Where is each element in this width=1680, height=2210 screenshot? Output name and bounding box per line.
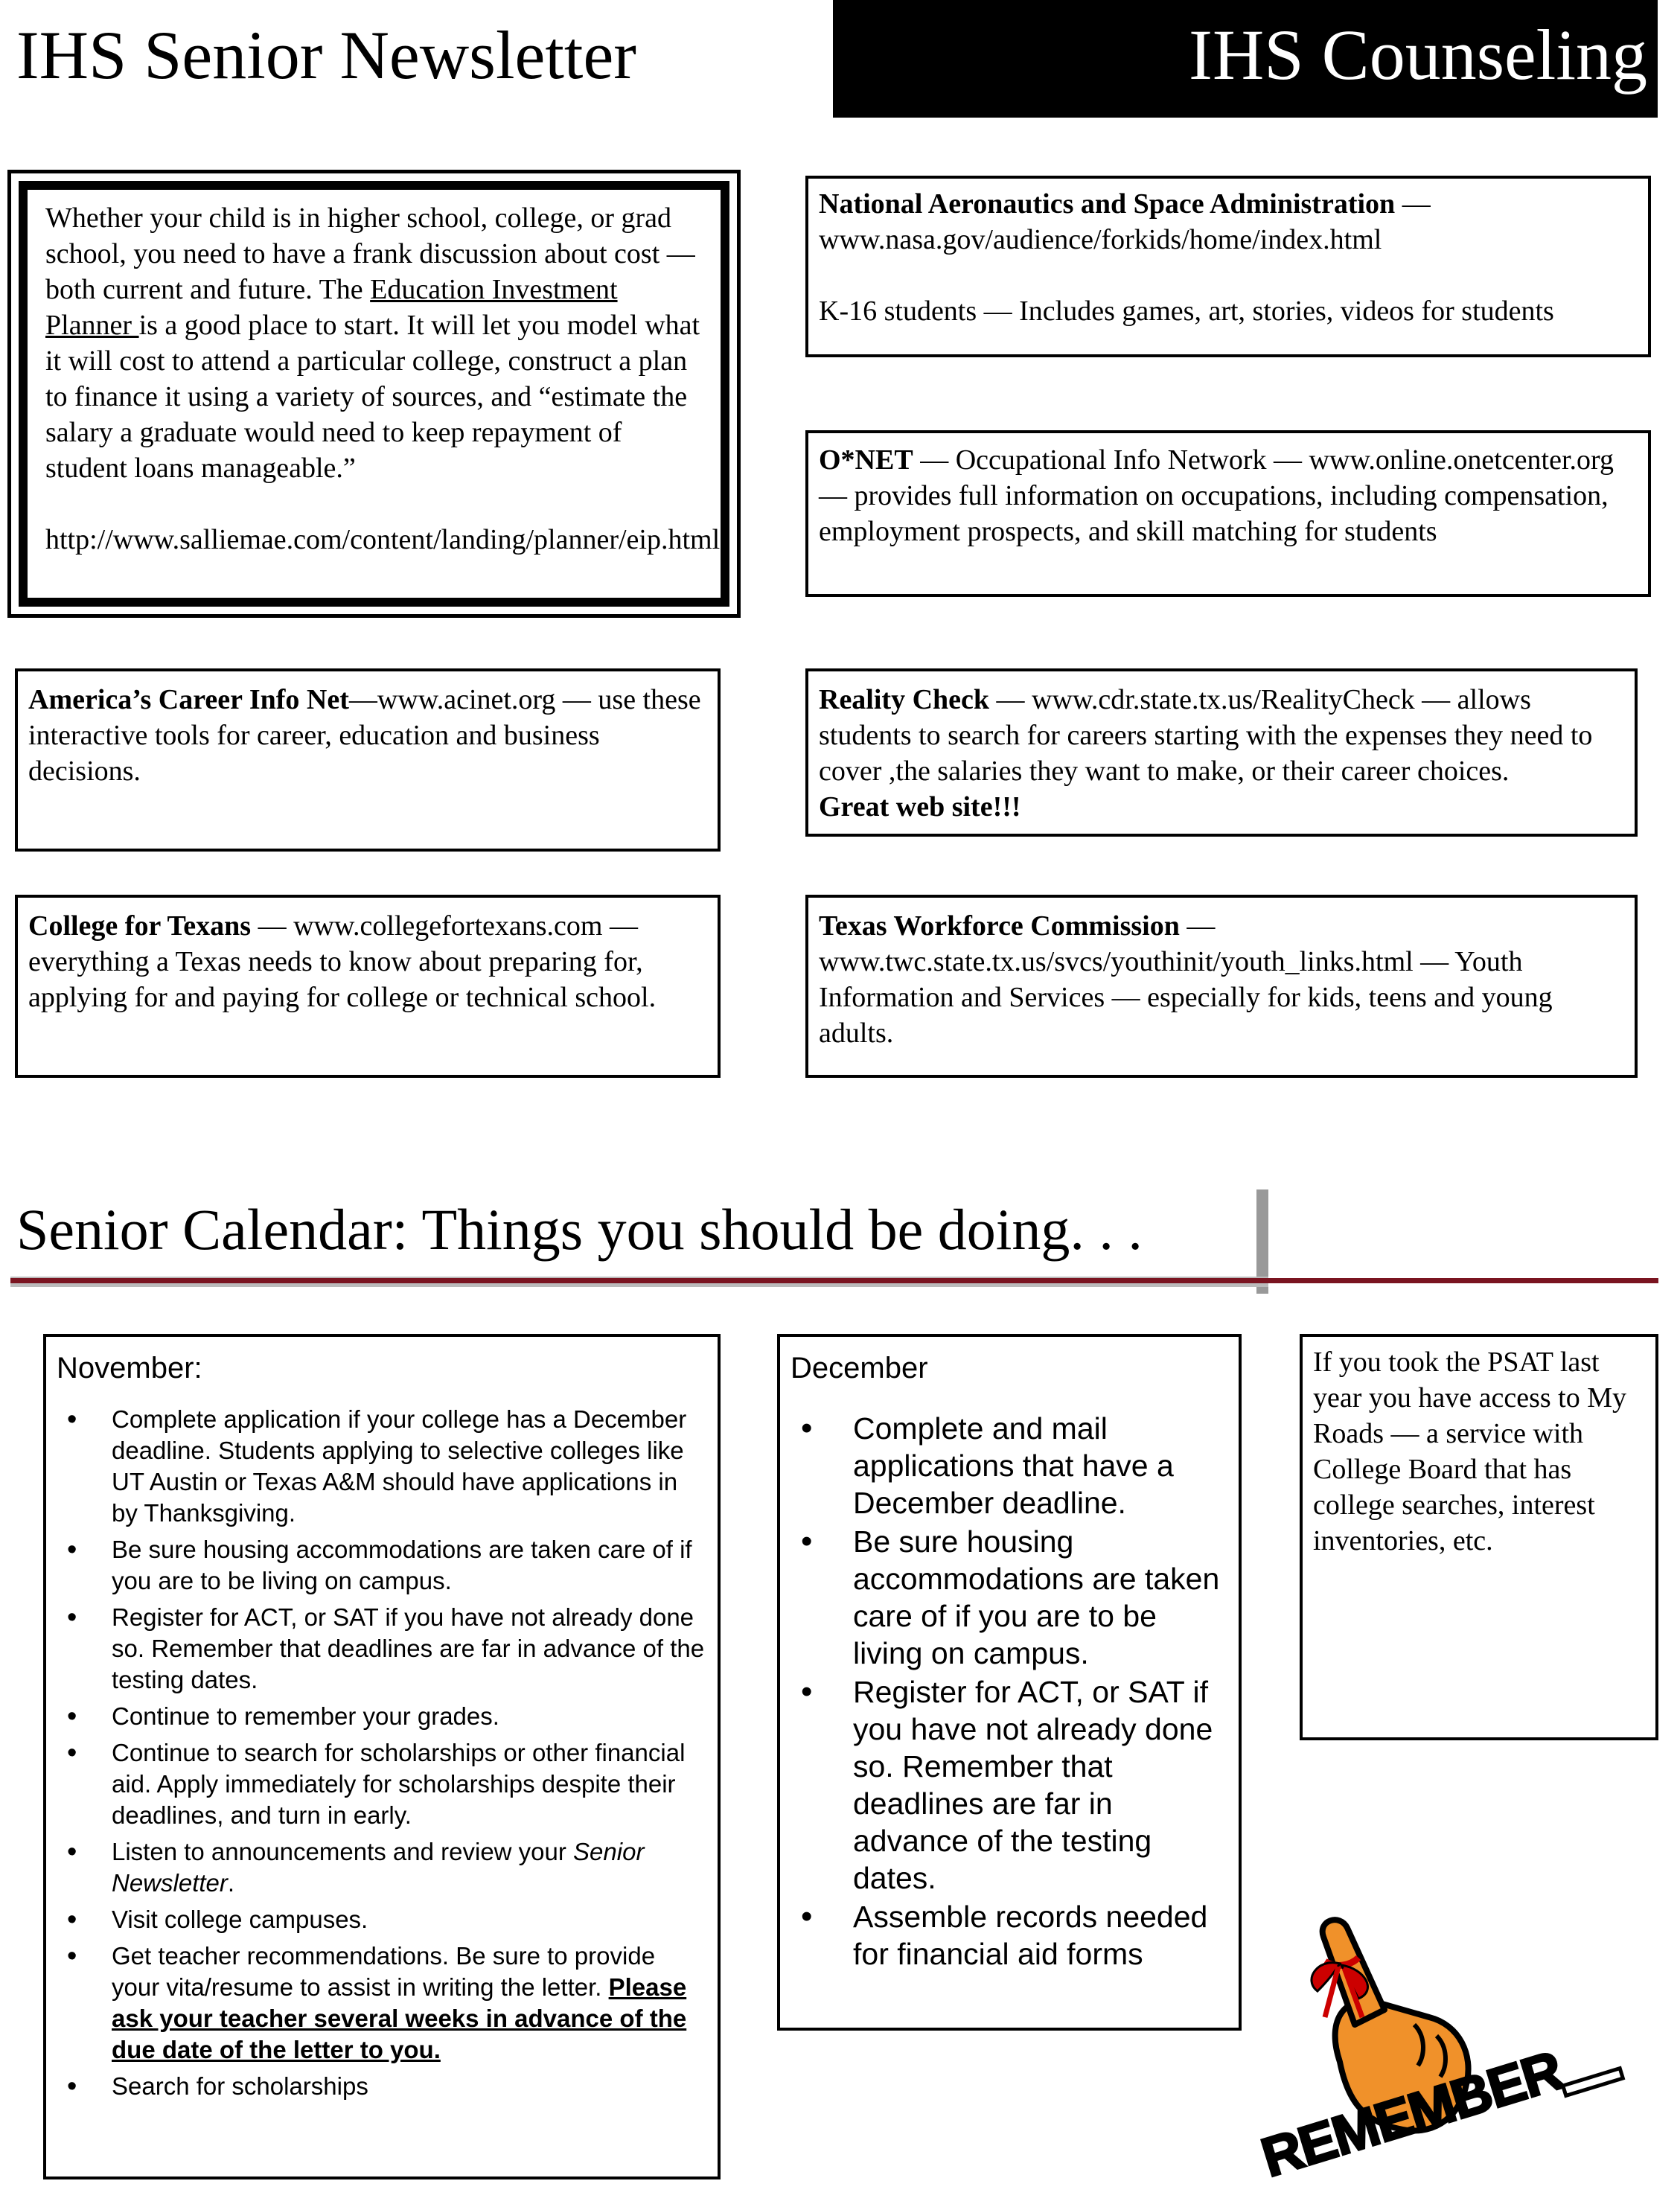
list-item: • Assemble records needed for financial aid forms bbox=[791, 1898, 1230, 1973]
list-item: • Complete application if your college has a December deadline. Students applying to selective colleges like UT Austin or Texas A&M should have applications in by Thanksgiving. bbox=[57, 1404, 709, 1529]
planner-url[interactable]: http://www.salliemae.com/content/landing/planner/eip.html bbox=[45, 524, 721, 555]
calendar-title-rule bbox=[10, 1278, 1658, 1283]
teacher-rec-text: Get teacher recommendations. Be sure to provide your vita/resume to assist in writing the letter. bbox=[112, 1942, 656, 2001]
list-item: • Visit college campuses. bbox=[57, 1904, 709, 1935]
list-item: • Continue to remember your grades. bbox=[57, 1701, 709, 1732]
onet-name: O*NET bbox=[819, 444, 913, 476]
december-heading: December bbox=[791, 1352, 928, 1385]
list-item bbox=[57, 1836, 709, 1899]
twc-name: Texas Workforce Commission bbox=[819, 910, 1180, 942]
teacher-rec-warning: Please ask your teacher several weeks in advance of the due date of the letter to you. bbox=[112, 1973, 687, 2063]
onet-box bbox=[805, 430, 1651, 597]
college-for-texans-text: — www.collegefortexans.com — everything a Texas needs to know about preparing for, applying for and paying for college or technical school. bbox=[28, 910, 657, 1013]
acinet-box bbox=[15, 668, 721, 852]
reality-check-text: — www.cdr.state.tx.us/RealityCheck — allows students to search for careers starting with the expenses they need to cover ,the salaries they want to make, or their career choices. bbox=[819, 684, 1600, 787]
remember-graphic bbox=[1236, 1906, 1667, 2203]
reality-check-name: Reality Check bbox=[819, 684, 990, 715]
planner-intro: Whether your child is in higher school, college, or grad school, you need to have a frank discussion about cost — both current and future. The bbox=[45, 202, 695, 305]
calendar-title: Senior Calendar: Things you should be doing. . . bbox=[16, 1197, 1143, 1262]
list-item: • Register for ACT, or SAT if you have not already done so. Remember that deadlines are far in advance of the testing dates. bbox=[57, 1602, 709, 1696]
nasa-box bbox=[805, 176, 1651, 357]
november-heading: November: bbox=[57, 1352, 202, 1385]
november-list bbox=[57, 1404, 709, 2102]
education-planner-box bbox=[7, 170, 741, 618]
list-item: • Register for ACT, or SAT if you have not already done so. Remember that deadlines are far in advance of the testing dates. bbox=[791, 1673, 1230, 1897]
onet-text: — Occupational Info Network — www.online.onetcenter.org — provides full information on occupations, including compensation, employment prospects, and skill matching for students bbox=[819, 444, 1614, 547]
listen-text: Listen to announcements and review your bbox=[112, 1838, 574, 1865]
college-for-texans-box bbox=[15, 895, 721, 1078]
pointing-finger-icon bbox=[1236, 1906, 1667, 2203]
list-item: • Be sure housing accommodations are taken care of if you are to be living on campus. bbox=[791, 1523, 1230, 1672]
psat-note: If you took the PSAT last year you have access to My Roads — a service with College Board that has college searches, interest inventories, etc. bbox=[1313, 1347, 1627, 1556]
twc-box bbox=[805, 895, 1638, 1078]
list-item: • Complete and mail applications that have a December deadline. bbox=[791, 1410, 1230, 1521]
reality-check-box bbox=[805, 668, 1638, 837]
december-box bbox=[777, 1334, 1242, 2031]
list-item: • Search for scholarships bbox=[57, 2071, 709, 2102]
reality-check-emphasis: Great web site!!! bbox=[819, 791, 1021, 823]
newsletter-title: IHS Senior Newsletter bbox=[16, 17, 636, 93]
list-item: • Be sure housing accommodations are taken care of if you are to be living on campus. bbox=[57, 1534, 709, 1597]
education-planner-link[interactable]: Education Investment Planner bbox=[45, 274, 618, 341]
psat-note-box bbox=[1300, 1334, 1658, 1740]
december-list bbox=[791, 1410, 1230, 1973]
acinet-name: America’s Career Info Net bbox=[28, 684, 349, 715]
acinet-text: —www.acinet.org — use these interactive tools for career, education and business decisions. bbox=[28, 684, 701, 787]
listen-period: . bbox=[227, 1869, 235, 1897]
counseling-banner bbox=[833, 0, 1658, 118]
planner-description: is a good place to start. It will let you model what it will cost to attend a particular college, construct a plan to finance it using a variety of sources, and “estimate the salary a graduate would need to keep repayment of student loans manageable.” bbox=[45, 310, 700, 484]
nasa-url[interactable]: — www.nasa.gov/audience/forkids/home/index.html bbox=[819, 188, 1431, 255]
college-for-texans-name: College for Texans bbox=[28, 910, 252, 942]
education-planner-text bbox=[45, 200, 709, 486]
list-item: • Continue to search for scholarships or other financial aid. Apply immediately for scholarships despite their deadlines, and turn in early. bbox=[57, 1737, 709, 1831]
list-item bbox=[57, 1941, 709, 2066]
nasa-name: National Aeronautics and Space Administration bbox=[819, 188, 1396, 220]
remember-text: REMEMBER bbox=[1254, 2039, 1569, 2189]
senior-newsletter-ref: Senior Newsletter bbox=[112, 1838, 645, 1897]
banner-title: IHS Counseling bbox=[1188, 15, 1647, 95]
twc-text: — www.twc.state.tx.us/svcs/youthinit/youth_links.html — Youth Information and Services — especially for kids, teens and young adults. bbox=[819, 910, 1553, 1049]
nasa-detail: K-16 students — Includes games, art, stories, videos for students bbox=[819, 296, 1554, 327]
november-box bbox=[43, 1334, 721, 2179]
